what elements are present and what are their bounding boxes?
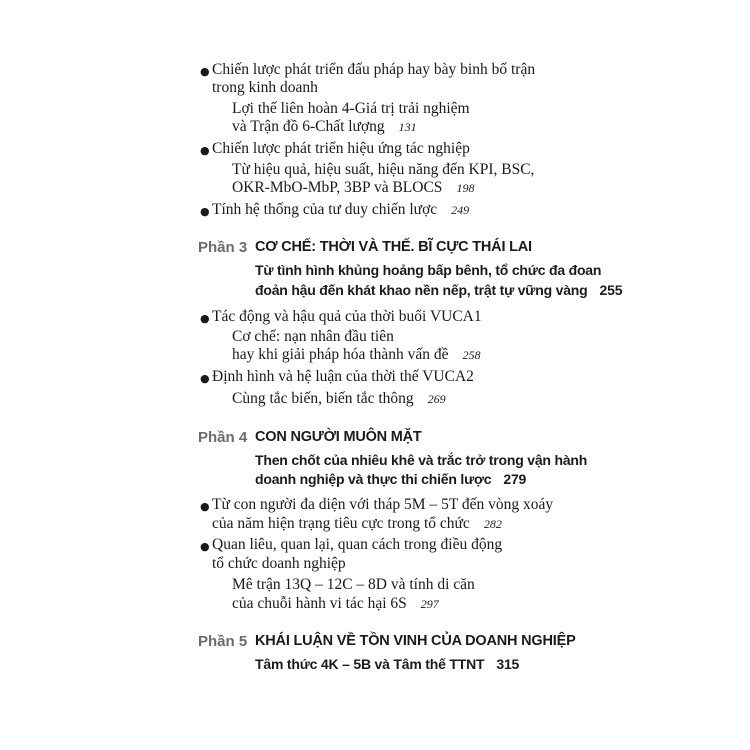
page-number: 279 xyxy=(503,471,527,487)
bullet-icon: ● xyxy=(200,540,210,553)
part-label: Phần 3 xyxy=(198,239,248,256)
bullet-icon: ● xyxy=(200,144,210,157)
toc-item-title: Từ con người đa diện với tháp 5M – 5T đến vòng xoáy xyxy=(212,496,554,513)
bullet-icon: ● xyxy=(200,205,210,218)
toc-item-subtitle: OKR-MbO-MbP, 3BP và BLOCS xyxy=(232,179,443,196)
part-subtitle-line xyxy=(255,283,622,297)
part-subtitle: Then chốt của nhiêu khê và trắc trở trong vận hành xyxy=(255,452,588,468)
toc-item-subtitle: Lợi thế liên hoàn 4-Giá trị trải nghiệm xyxy=(232,100,470,117)
page-number: 269 xyxy=(427,392,446,406)
toc-item-line xyxy=(232,180,474,196)
part-subtitle: đoản hậu đến khát khao nền nếp, trật tự vững vàng xyxy=(255,282,588,298)
part-title: CƠ CHẾ: THỜI VÀ THẾ. BĨ CỰC THÁI LAI xyxy=(255,239,532,255)
toc-item-subtitle: Từ hiệu quả, hiệu suất, hiệu năng đến KPI, BSC, xyxy=(232,161,535,178)
page-number: 255 xyxy=(599,282,623,298)
part-subtitle: Từ tình hình khủng hoảng bấp bênh, tổ chức đa đoan xyxy=(255,262,602,278)
toc-item-title: Tính hệ thống của tư duy chiến lược xyxy=(212,201,438,218)
page-number: 131 xyxy=(398,120,417,134)
toc-item-title: của năm hiện trạng tiêu cực trong tổ chức xyxy=(212,515,470,532)
page-number: 315 xyxy=(496,656,520,672)
page-number: 198 xyxy=(456,181,475,195)
part-label: Phần 5 xyxy=(198,633,248,650)
toc-item-title: Định hình và hệ luận của thời thế VUCA2 xyxy=(212,368,474,385)
part-title: CON NGƯỜI MUÔN MẶT xyxy=(255,429,422,445)
part-subtitle: doanh nghiệp và thực thi chiến lược xyxy=(255,471,492,487)
page-number: 258 xyxy=(462,348,481,362)
toc-item-title: tổ chức doanh nghiệp xyxy=(212,555,346,572)
page-number: 249 xyxy=(451,203,470,217)
toc-item-subtitle: Mê trận 13Q – 12C – 8D và tính di căn xyxy=(232,576,475,593)
page-number: 282 xyxy=(483,517,502,531)
bullet-icon: ● xyxy=(200,500,210,513)
part-subtitle: Tâm thức 4K – 5B và Tâm thế TTNT xyxy=(255,656,485,672)
part-label: Phần 4 xyxy=(198,429,248,446)
toc-item-title: Quan liêu, quan lại, quan cách trong điều động xyxy=(212,536,503,553)
bullet-icon: ● xyxy=(200,312,210,325)
part-title: KHÁI LUẬN VỀ TỒN VINH CỦA DOANH NGHIỆP xyxy=(255,633,576,649)
toc-item-title: Chiến lược phát triển đấu pháp hay bày binh bố trận xyxy=(212,61,536,78)
toc-item-line xyxy=(232,391,446,407)
toc-item-title: trong kinh doanh xyxy=(212,79,318,96)
part-subtitle-line xyxy=(255,657,519,671)
part-subtitle-line xyxy=(255,472,526,486)
toc-item-title: Tác động và hậu quả của thời buổi VUCA1 xyxy=(212,308,482,325)
toc-item-title: Chiến lược phát triển hiệu ứng tác nghiệp xyxy=(212,140,470,157)
toc-item-line xyxy=(212,202,469,218)
toc-item-line xyxy=(232,347,481,363)
page-number: 297 xyxy=(420,597,439,611)
toc-item-subtitle: của chuỗi hành vi tác hại 6S xyxy=(232,595,407,612)
toc-item-subtitle: hay khi giải pháp hóa thành vấn đề xyxy=(232,346,449,363)
bullet-icon: ● xyxy=(200,372,210,385)
toc-item-subtitle: và Trận đồ 6-Chất lượng xyxy=(232,118,385,135)
toc-item-line xyxy=(232,119,417,135)
toc-item-subtitle: Cơ chế: nạn nhân đầu tiên xyxy=(232,328,394,345)
toc-item-line xyxy=(212,516,502,532)
toc-item-line xyxy=(232,596,439,612)
bullet-icon: ● xyxy=(200,65,210,78)
toc-item-subtitle: Cùng tắc biến, biến tắc thông xyxy=(232,390,414,407)
